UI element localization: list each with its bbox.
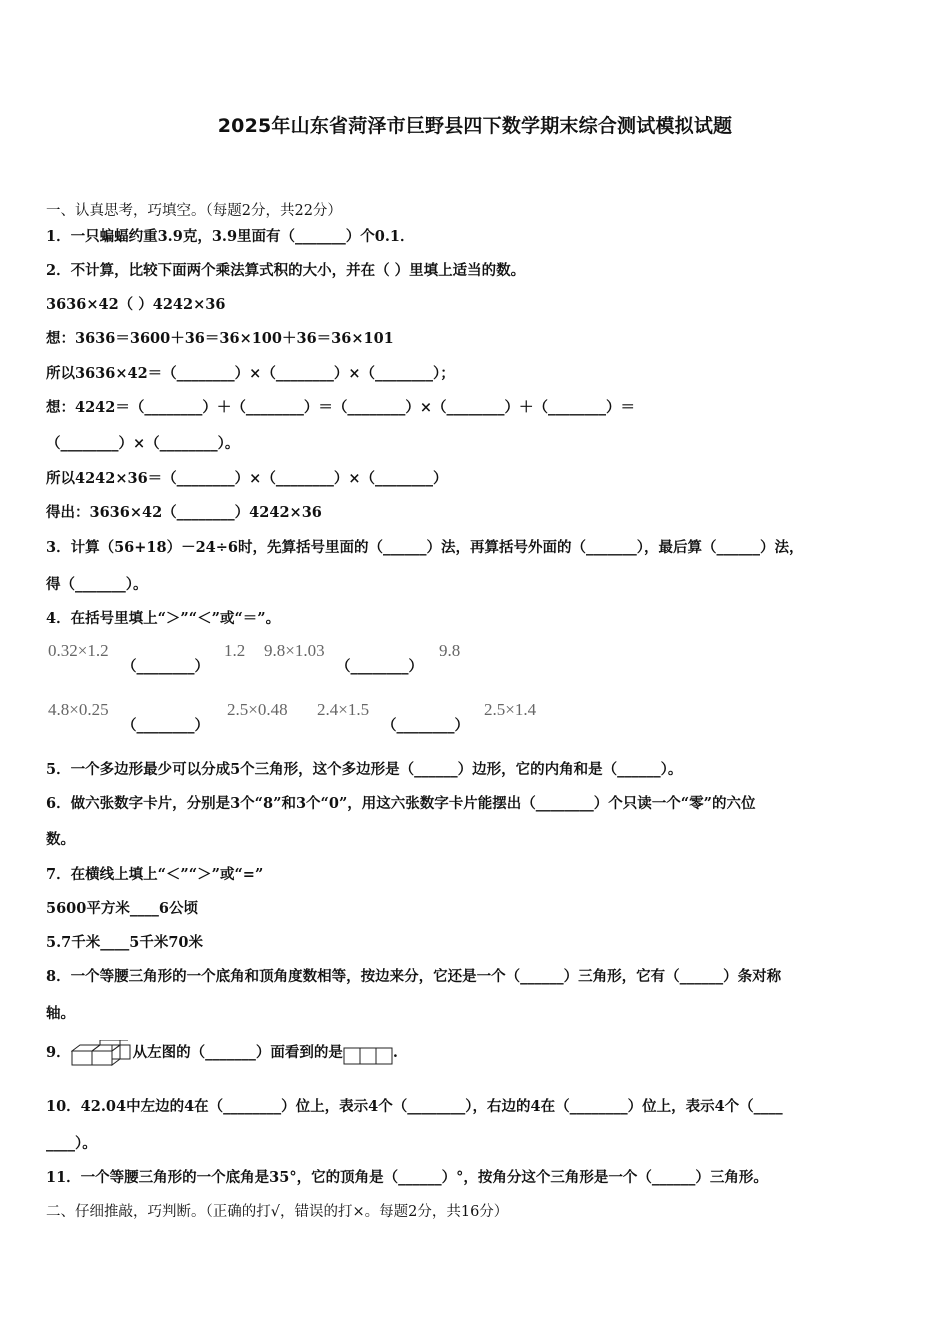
question-7-line-1: 5600平方米____6公顷	[46, 900, 198, 917]
question-3-line-1: 3．计算（56+18）－24÷6时，先算括号里面的（______）法，再算括号外面的（_______），最后算（______）法，	[46, 539, 804, 556]
question-2-line-4: 想：4242＝（________）＋（________）＝（________）×（________）＋（________）＝	[46, 399, 636, 416]
section1-header: 一、认真思考，巧填空。（每题2分，共22分）	[46, 203, 342, 219]
question-7-line-2: 5.7千米____5千米70米	[46, 934, 203, 951]
question-11: 11．一个等腰三角形的一个底角是35°，它的顶角是（______）°，按角分这个三角形是一个（______）三角形。	[46, 1169, 768, 1186]
q4-expr-right: 1.2	[224, 641, 246, 660]
section2-header: 二、仔细推敲，巧判断。（正确的打√，错误的打×。每题2分，共16分）	[46, 1204, 509, 1220]
q4-expr-right: 9.8	[439, 641, 461, 660]
q4-expr-left: 4.8×0.25	[48, 700, 109, 719]
q4-blank[interactable]: （________）	[336, 658, 423, 675]
q4-expr-left: 2.4×1.5	[317, 700, 370, 719]
cube-stack-figure	[71, 1040, 133, 1066]
q4-expr-right: 2.5×0.48	[227, 700, 288, 719]
q4-expr-left: 0.32×1.2	[48, 641, 109, 660]
question-9-text: 从左图的（_______）面看到的是	[132, 1044, 343, 1061]
q4-expr-left: 9.8×1.03	[264, 641, 325, 660]
q4-expr-right: 2.5×1.4	[484, 700, 537, 719]
q4-blank[interactable]: （________）	[122, 658, 209, 675]
question-2-line-7: 得出：3636×42（________）4242×36	[46, 504, 322, 521]
question-8-line-2: 轴。	[46, 1005, 75, 1022]
question-10-line-1: 10．42.04中左边的4在（________）位上，表示4个（________），右边的4在（________）位上，表示4个（____	[46, 1098, 783, 1115]
question-2-stem: 2．不计算，比较下面两个乘法算式积的大小，并在（ ）里填上适当的数。	[46, 262, 526, 279]
question-6-line-1: 6．做六张数字卡片，分别是3个“8”和3个“0”，用这六张数字卡片能摆出（________）个只读一个“零”的六位	[46, 795, 756, 812]
q4-blank[interactable]: （________）	[382, 717, 469, 734]
three-squares-view-figure	[343, 1046, 393, 1066]
question-3-line-2: 得（_______）。	[46, 576, 148, 593]
question-7-stem: 7．在横线上填上“＜”“＞”或“=”	[46, 866, 264, 883]
question-6-line-2: 数。	[46, 831, 75, 848]
question-2-line-6: 所以4242×36＝（________）×（________）×（________）	[46, 470, 448, 487]
question-8-line-1: 8．一个等腰三角形的一个底角和顶角度数相等，按边来分，它还是一个（______）三角形，它有（______）条对称	[46, 968, 782, 985]
question-9	[46, 1040, 398, 1066]
question-10-line-2: ____）。	[46, 1135, 97, 1152]
question-1: 1．一只蝙蝠约重3.9克，3.9里面有（_______）个0.1．	[46, 228, 415, 245]
question-2-line-3: 所以3636×42＝（________）×（________）×（________）；	[46, 365, 455, 382]
question-5: 5．一个多边形最少可以分成5个三角形，这个多边形是（______）边形，它的内角和是（______）。	[46, 761, 683, 778]
question-2-line-5: （________）×（________）。	[46, 435, 240, 452]
question-2-line-1: 3636×42（ ）4242×36	[46, 296, 226, 313]
question-9-end: .	[392, 1044, 398, 1061]
question-2-line-2: 想：3636＝3600＋36＝36×100＋36＝36×101	[46, 330, 394, 347]
page-title: 2025年山东省菏泽市巨野县四下数学期末综合测试模拟试题	[217, 115, 733, 137]
question-9-number: 9．	[46, 1044, 71, 1061]
q4-blank[interactable]: （________）	[122, 717, 209, 734]
question-4-stem: 4．在括号里填上“＞”“＜”或“＝”。	[46, 610, 281, 627]
